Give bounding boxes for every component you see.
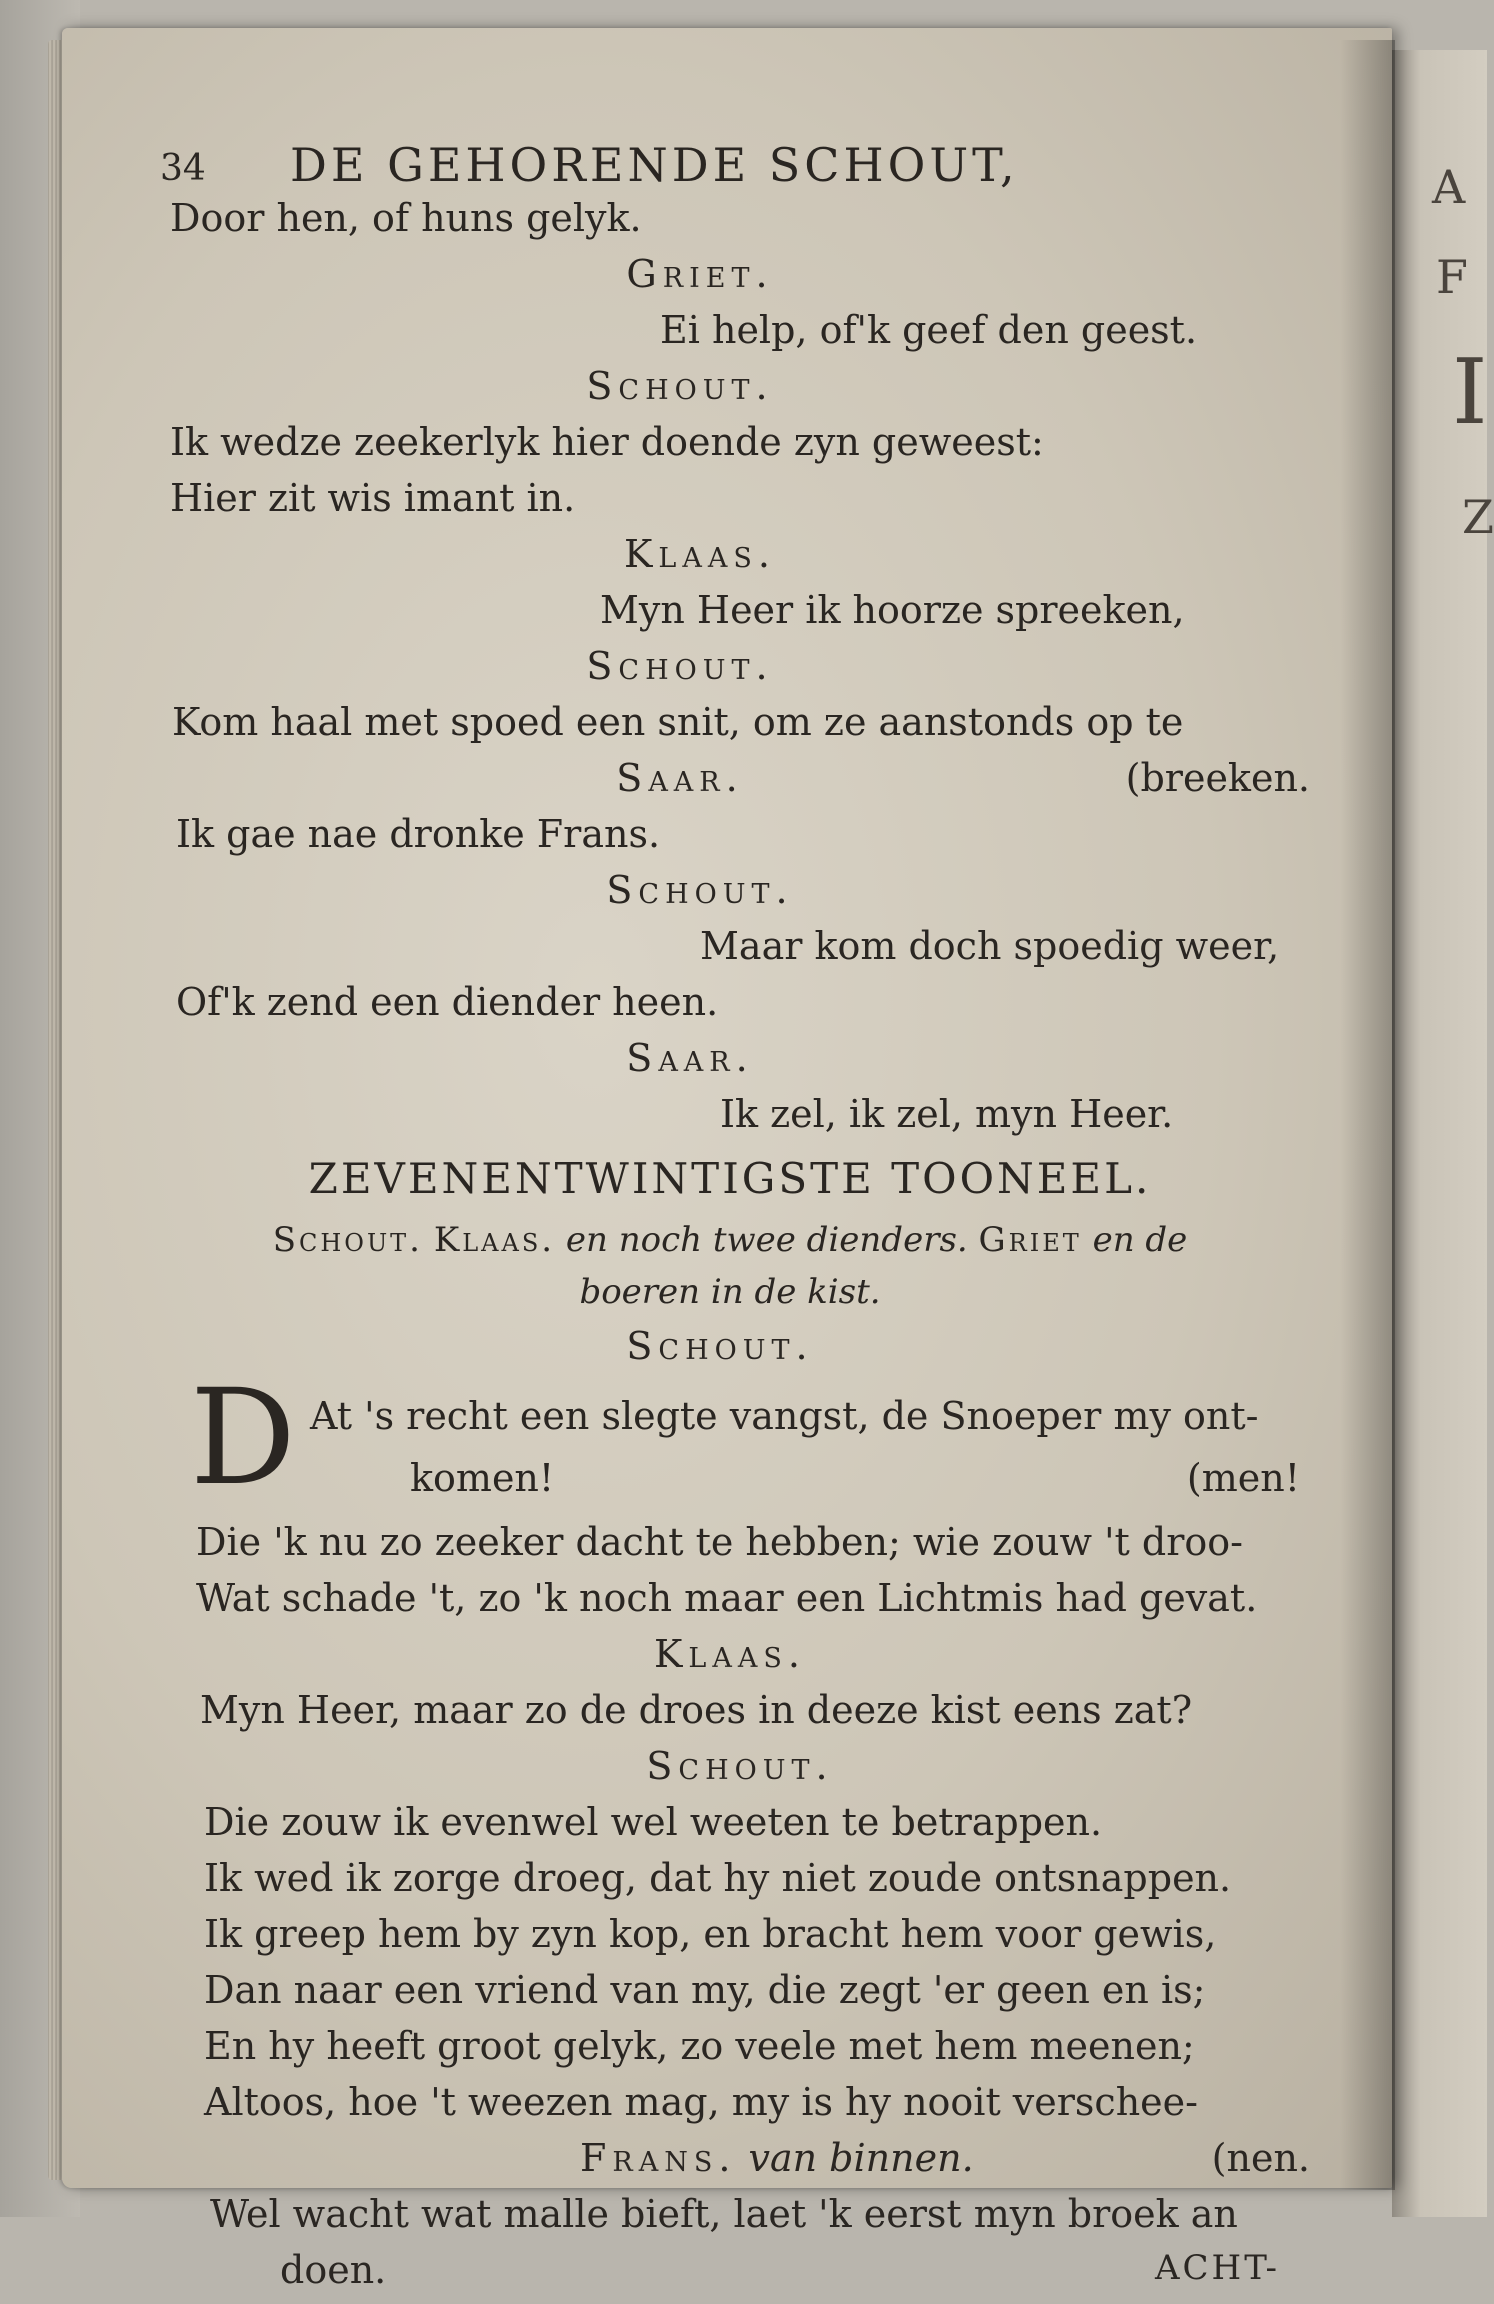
verse-line: Ik wed ik zorge droeg, dat hy niet zoude ontsnappen. [204, 1856, 1232, 1900]
speaker-name: Frans. [580, 2136, 737, 2180]
facing-page-edge [1392, 50, 1494, 2217]
cast-schout: Schout. [272, 1220, 423, 1260]
cast-list-cont [160, 1272, 1300, 1324]
speaker-name: Griet. [626, 252, 774, 296]
speaker-name: Schout. [586, 364, 774, 408]
cast-boeren: boeren in de kist. [579, 1272, 881, 1312]
turnover-word: (nen. [1211, 2136, 1310, 2180]
page-text [160, 138, 1340, 2304]
verse-line: Door hen, of huns gelyk. [170, 196, 642, 240]
facing-page-letter: A [1432, 160, 1466, 214]
verse-line: Kom haal met spoed een snit, om ze aanstonds op te [172, 700, 1184, 744]
verse-line: Ik greep hem by zyn kop, en bracht hem voor gewis, [204, 1912, 1217, 1956]
opening-speech [160, 1361, 1340, 1520]
scene-title: ZEVENENTWINTIGSTE TOONEEL. [308, 1154, 1152, 1203]
speaker-name: Schout. [626, 1324, 814, 1368]
verse-line: Ei help, of'k geef den geest. [660, 308, 1198, 352]
cast-dienders: en noch twee dienders. [565, 1220, 968, 1260]
verse-line: At 's recht een slegte vangst, de Snoeper my ont- [310, 1394, 1259, 1438]
verse-line: komen! [410, 1456, 555, 1500]
cast-griet: Griet [978, 1220, 1082, 1260]
cast-klaas: Klaas. [433, 1220, 556, 1260]
speaker-name: Klaas. [624, 532, 776, 576]
verse-line: Myn Heer ik hoorze spreeken, [600, 588, 1185, 632]
speaker-name: Schout. [586, 644, 774, 688]
page-header [160, 138, 1340, 196]
verse-line: Myn Heer, maar zo de droes in deeze kist eens zat? [200, 1688, 1193, 1732]
cast-and: en de [1092, 1220, 1188, 1260]
gutter-shadow [1340, 40, 1395, 2190]
verse-line: Of'k zend een diender heen. [176, 980, 719, 1024]
verse-line: Ik zel, ik zel, myn Heer. [720, 1092, 1174, 1136]
verse-line: En hy heeft groot gelyk, zo veele met hem meenen; [204, 2024, 1195, 2068]
drop-cap: D [190, 1361, 296, 1515]
facing-page-letter: I [1452, 340, 1488, 445]
page-number: 34 [160, 148, 206, 189]
verse-line: doen. [280, 2248, 387, 2292]
verse-line: Hier zit wis imant in. [170, 476, 576, 520]
facing-page-letter: F [1436, 250, 1468, 304]
turnover-word: (breeken. [1125, 756, 1310, 800]
speaker-name: Saar. [616, 756, 744, 800]
catchword: ACHT- [1154, 2248, 1280, 2288]
stage-direction: van binnen. [748, 2136, 974, 2180]
verse-line: Wel wacht wat malle bieft, laet 'k eerst myn broek an [210, 2192, 1238, 2236]
verse-line: Maar kom doch spoedig weer, [700, 924, 1280, 968]
verse-line: Die zouw ik evenwel wel weeten te betrappen. [204, 1800, 1103, 1844]
verse-line: Die 'k nu zo zeeker dacht te hebben; wie zouw 't droo- [196, 1520, 1243, 1564]
running-head: DE GEHORENDE SCHOUT, [290, 138, 1019, 192]
verse-line: Altoos, hoe 't weezen mag, my is hy nooit verschee- [204, 2080, 1198, 2124]
cast-list [160, 1220, 1300, 1272]
speaker-name: Schout. [606, 868, 794, 912]
verse-line: Ik wedze zeekerlyk hier doende zyn geweest: [170, 420, 1044, 464]
speaker-name: Schout. [646, 1744, 834, 1788]
verse-line: Dan naar een vriend van my, die zegt 'er geen en is; [204, 1968, 1206, 2012]
speaker-name: Saar. [626, 1036, 754, 1080]
verse-line: Ik gae nae dronke Frans. [176, 812, 661, 856]
turnover-word: (men! [1186, 1456, 1300, 1500]
facing-page-letter: Z [1462, 490, 1494, 544]
speaker-name: Klaas. [654, 1632, 806, 1676]
verse-line: Wat schade 't, zo 'k noch maar een Lichtmis had gevat. [196, 1576, 1258, 1620]
